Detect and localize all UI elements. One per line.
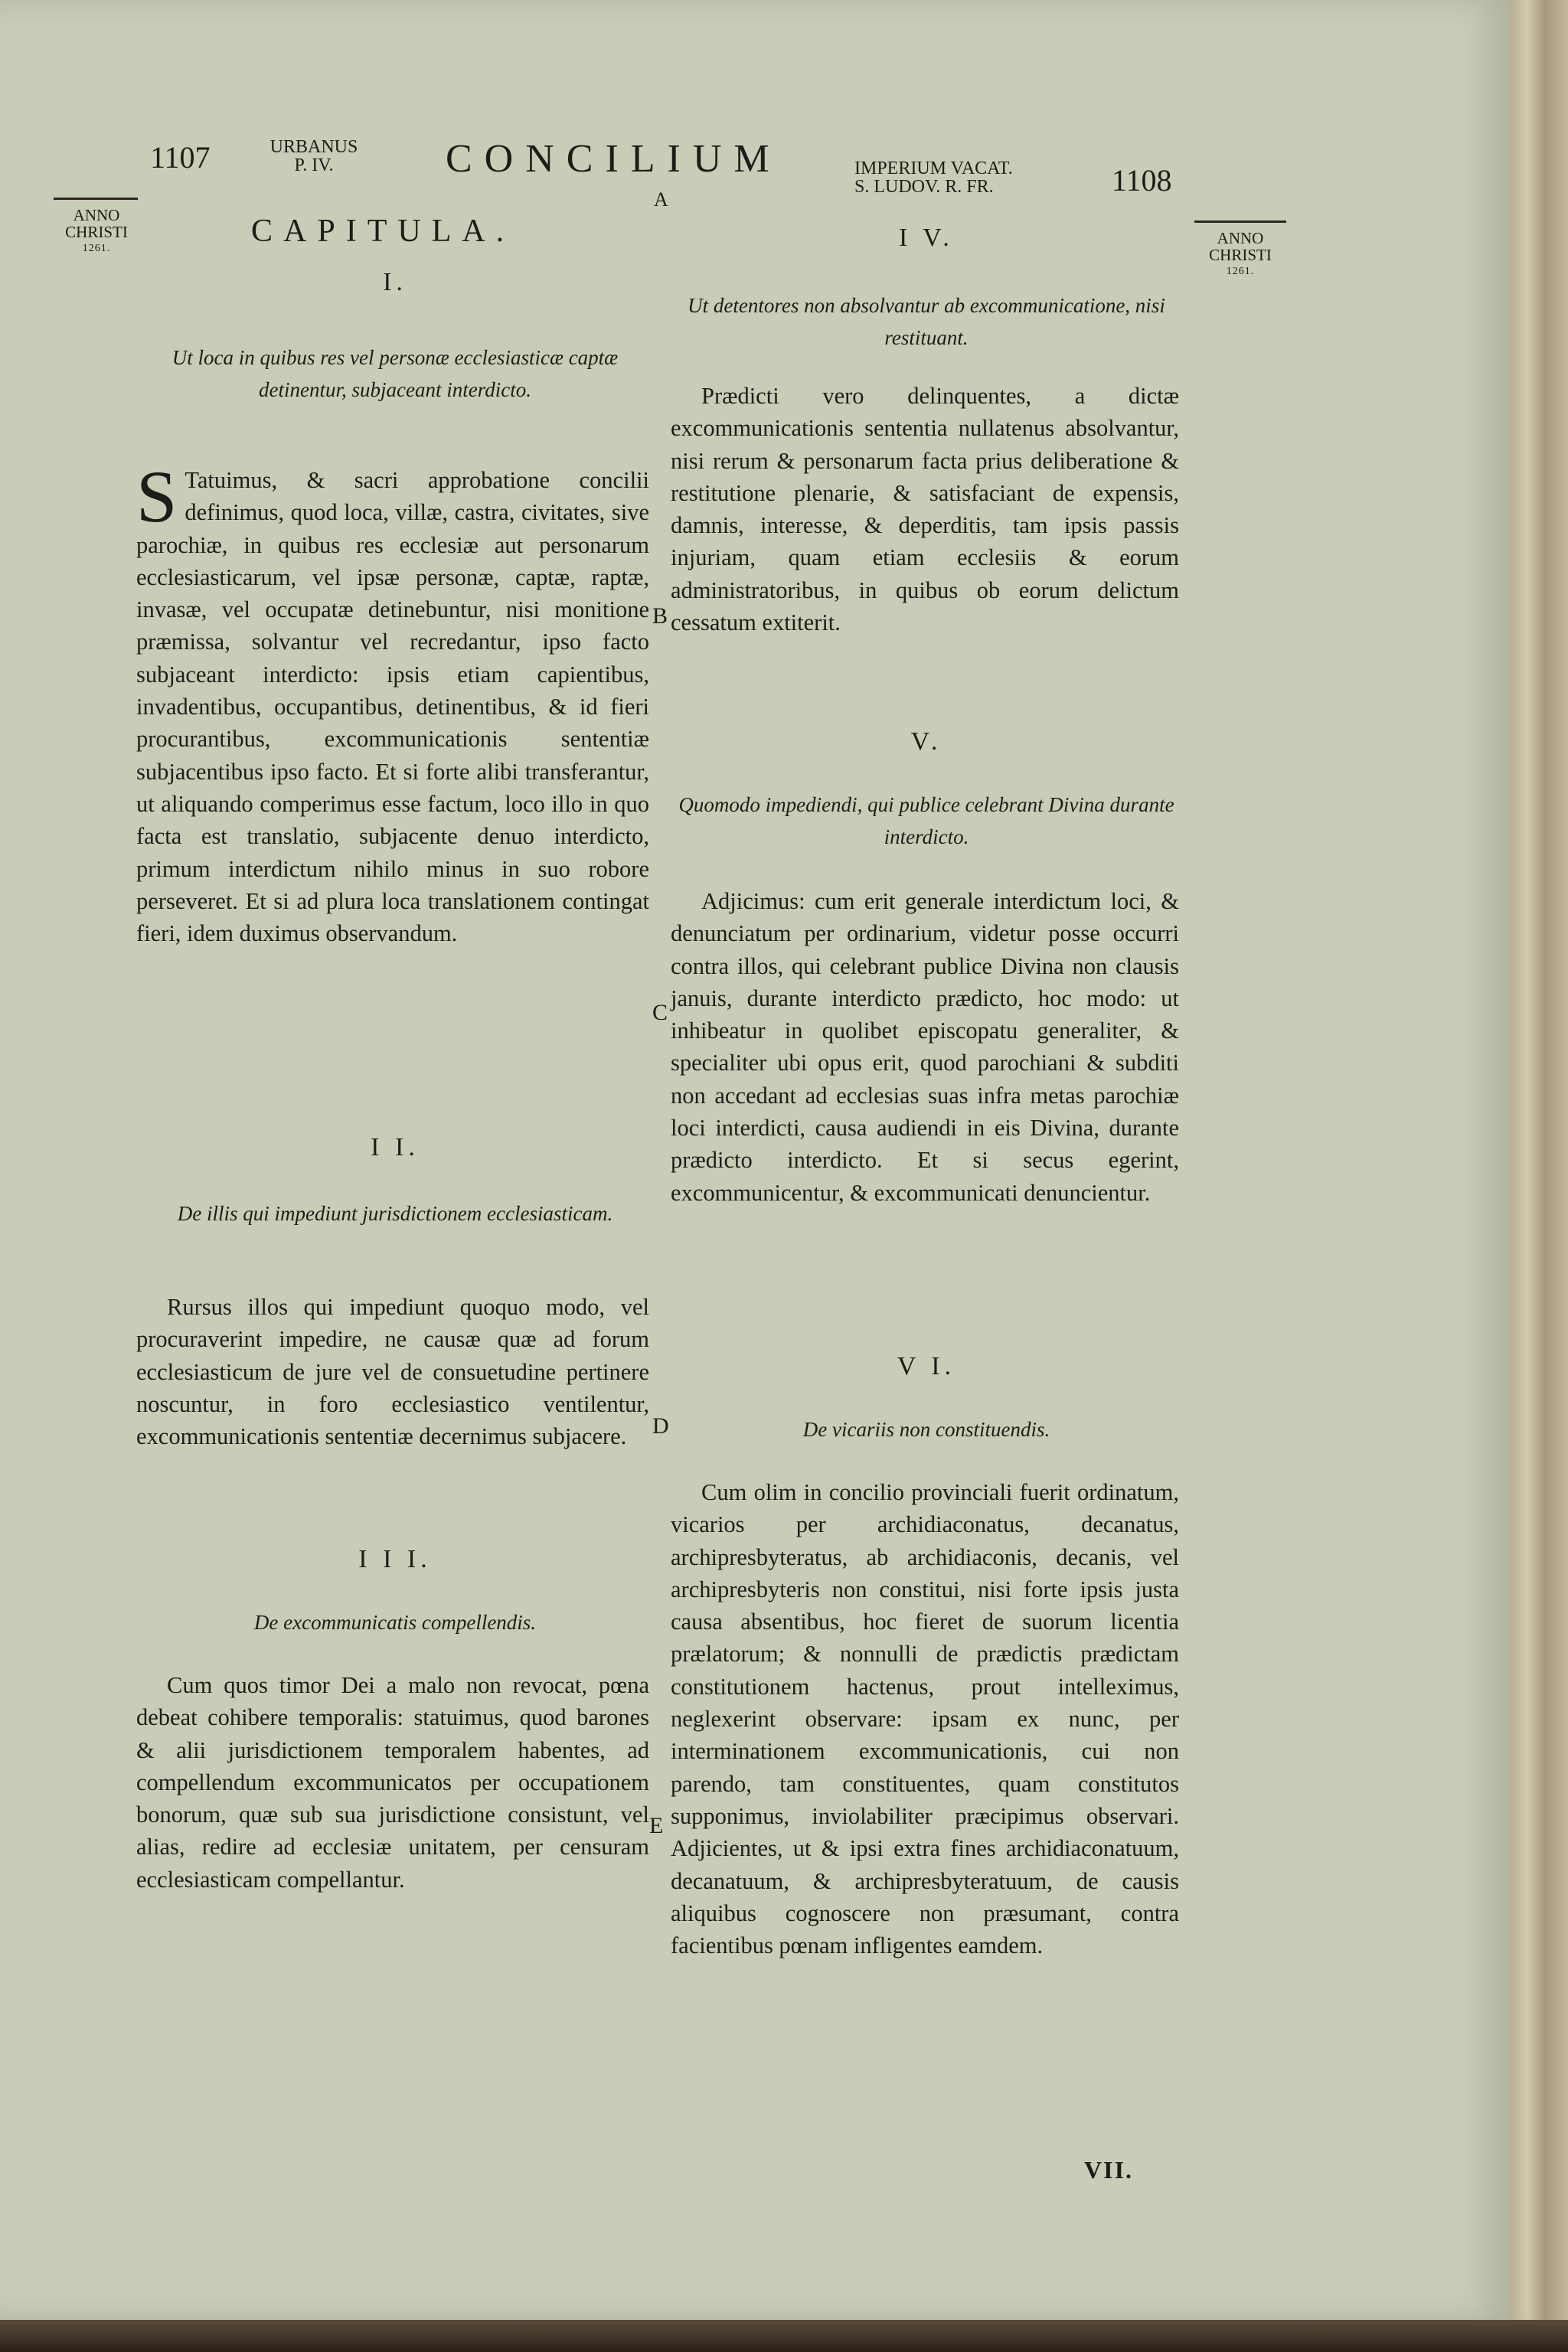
page-edge — [1510, 0, 1568, 2320]
chapter-numeral: I. — [383, 268, 407, 296]
chapter-text: Rursus illos qui impediunt quoquo modo, vel procuraverint impedire, ne causæ quæ ad forum ecclesiasticum de jure vel de consuetudine pertinere noscuntur, in foro ecclesiastico ventilentur, excommunicationis sententiæ decernimus subjacere. — [136, 1294, 649, 1450]
margin-rule-left — [54, 198, 138, 200]
margin-right-line2: CHRISTI — [1209, 246, 1272, 264]
section-marker: B — [652, 603, 668, 629]
title-marker: A — [654, 188, 668, 211]
chapter-numeral: V I. — [897, 1352, 956, 1380]
chapter-numeral: I V. — [899, 224, 954, 252]
chapter-text: Cum quos timor Dei a malo non revocat, pœna debeat cohibere temporalis: statuimus, quod barones & alii jurisdictionem temporalem habentes, ad compellendum excommunicatos per occupationem bonorum, quæ sub sua jurisdictione consistunt, vel alias, redire ad ecclesiæ unitatem, per censuram ecclesiasticam compellantur. — [136, 1672, 649, 1893]
chapter-body: Tatuimus, & sacri approbatione concilii definimus, quod loca, villæ, castra, civitates, sive parochiæ, in quibus res ecclesiæ aut personarum ecclesiasticarum, vel ipsæ personæ, captæ, raptæ, invasæ, vel occupatæ detinebuntur, nisi monitione præmissa, solvantur vel recredantur, ipso facto subjaceant interdicto: ipsis etiam capientibus, invadentibus, occupantibus, detinentibus, & id fieri procurantibus, excommunicationis sententiæ subjacentibus ipso facto. Et si forte alibi transferantur, ut aliquando comperimus esse factum, loco illo in quo facta est translatio, subjacente denuo interdicto, primum interdictum nihilo minus in suo robore perseveret. Et si ad plura loca translationem contingat fieri, idem duximus observandum. — [136, 467, 649, 947]
margin-left-year: 1261. — [82, 243, 111, 254]
catchword: VII. — [1084, 2156, 1134, 2184]
margin-left-line2: CHRISTI — [65, 223, 128, 241]
left-running-head — [268, 138, 360, 175]
chapter-rubric: Ut detentores non absolvantur ab excommunicatione, nisi restituant. — [688, 294, 1165, 349]
chapter-text — [136, 456, 649, 949]
chapter-rubric: De illis qui impediunt jurisdictionem ecclesiasticam. — [177, 1202, 613, 1225]
chapter-text: Adjicimus: cum erit generale interdictum loci, & denunciatum per ordinarium, videtur posse occurri contra illos, qui celebrant publice Divina non clausis januis, durante interdicto prædicto, hoc modo: ut inhibeatur in quolibet episcopatu generaliter, & specialiter ubi opus erit, quod parochiani & subditi non accedant ad ecclesias suas infra metas parochiæ loci interdicti, causa audiendi in eis Divina, durante prædicto interdicto. Et si secus egerint, excommunicentur, & excommunicati denuncientur. — [671, 888, 1179, 1206]
chapter-rubric: Ut loca in quibus res vel personæ ecclesiasticæ captæ detinentur, subjaceant interdicto. — [172, 346, 619, 401]
right-running-line1: IMPERIUM VACAT. — [854, 158, 1013, 178]
margin-left-line1: ANNO — [73, 206, 120, 224]
page-title: CONCILIUM — [446, 137, 782, 181]
margin-note-left — [49, 207, 144, 257]
right-running-head — [854, 159, 1061, 196]
book-bottom-edge — [0, 2320, 1568, 2352]
section-marker: D — [652, 1413, 669, 1439]
margin-right-line1: ANNO — [1217, 229, 1264, 247]
chapter-numeral: I I I. — [358, 1545, 432, 1573]
chapter-rubric: Quomodo impediendi, qui publice celebrant Divina durante interdicto. — [678, 793, 1174, 848]
chapter-rubric: De vicariis non constituendis. — [802, 1418, 1050, 1441]
left-running-line2: P. IV. — [294, 155, 334, 175]
left-page-number: 1107 — [150, 140, 211, 175]
chapter-text: Cum olim in concilio provinciali fuerit ordinatum, vicarios per archidiaconatus, decanatus, archipresbyteratus, ab archidiaconis, decanis, vel archipresbyteris non constitui, nisi forte ipsis justa causa absentibus, hoc fieret de suorum licentia prælatorum; & nonnulli de prædictis prædictam constitutionem hactenus, prout intelleximus, neglexerint observare: ipsam ex nunc, per interminationem excommunicationis, cui non parendo, tam constituentes, quam constitutos supponimus, inviolabiliter præcipimus observari. Adjicientes, ut & ipsi extra fines archidiaconatuum, decanatuum, & archipresbyteratuum, de causis aliquibus cognoscere non præsumant, contra facientibus pœnam infligentes eamdem. — [671, 1479, 1179, 1959]
chapter-numeral: V. — [910, 727, 942, 756]
chapter-text: Prædicti vero delinquentes, a dictæ excommunicationis sententia nullatenus absolvantur, nisi rerum & personarum facta prius deliberatione & restitutione plenarie, & satisfaciant de expensis, damnis, interesse, & deperditis, tam ipsis passis injuriam, quam etiam ecclesiis & eorum administratoribus, in quibus ob eorum delictum cessatum extiterit. — [671, 383, 1179, 636]
chapter-rubric: De excommunicatis compellendis. — [253, 1611, 537, 1634]
section-marker: E — [649, 1813, 664, 1838]
margin-right-year: 1261. — [1226, 266, 1255, 277]
drop-cap: S — [136, 456, 178, 537]
capitula-heading: CAPITULA. — [251, 214, 515, 249]
section-marker: C — [652, 1000, 668, 1025]
right-page-number: 1108 — [1112, 163, 1172, 198]
margin-rule-right — [1194, 220, 1286, 223]
right-running-line2: S. LUDOV. R. FR. — [854, 177, 994, 197]
chapter-numeral: I I. — [371, 1133, 420, 1161]
left-running-line1: URBANUS — [270, 137, 358, 157]
margin-note-right — [1191, 230, 1289, 280]
